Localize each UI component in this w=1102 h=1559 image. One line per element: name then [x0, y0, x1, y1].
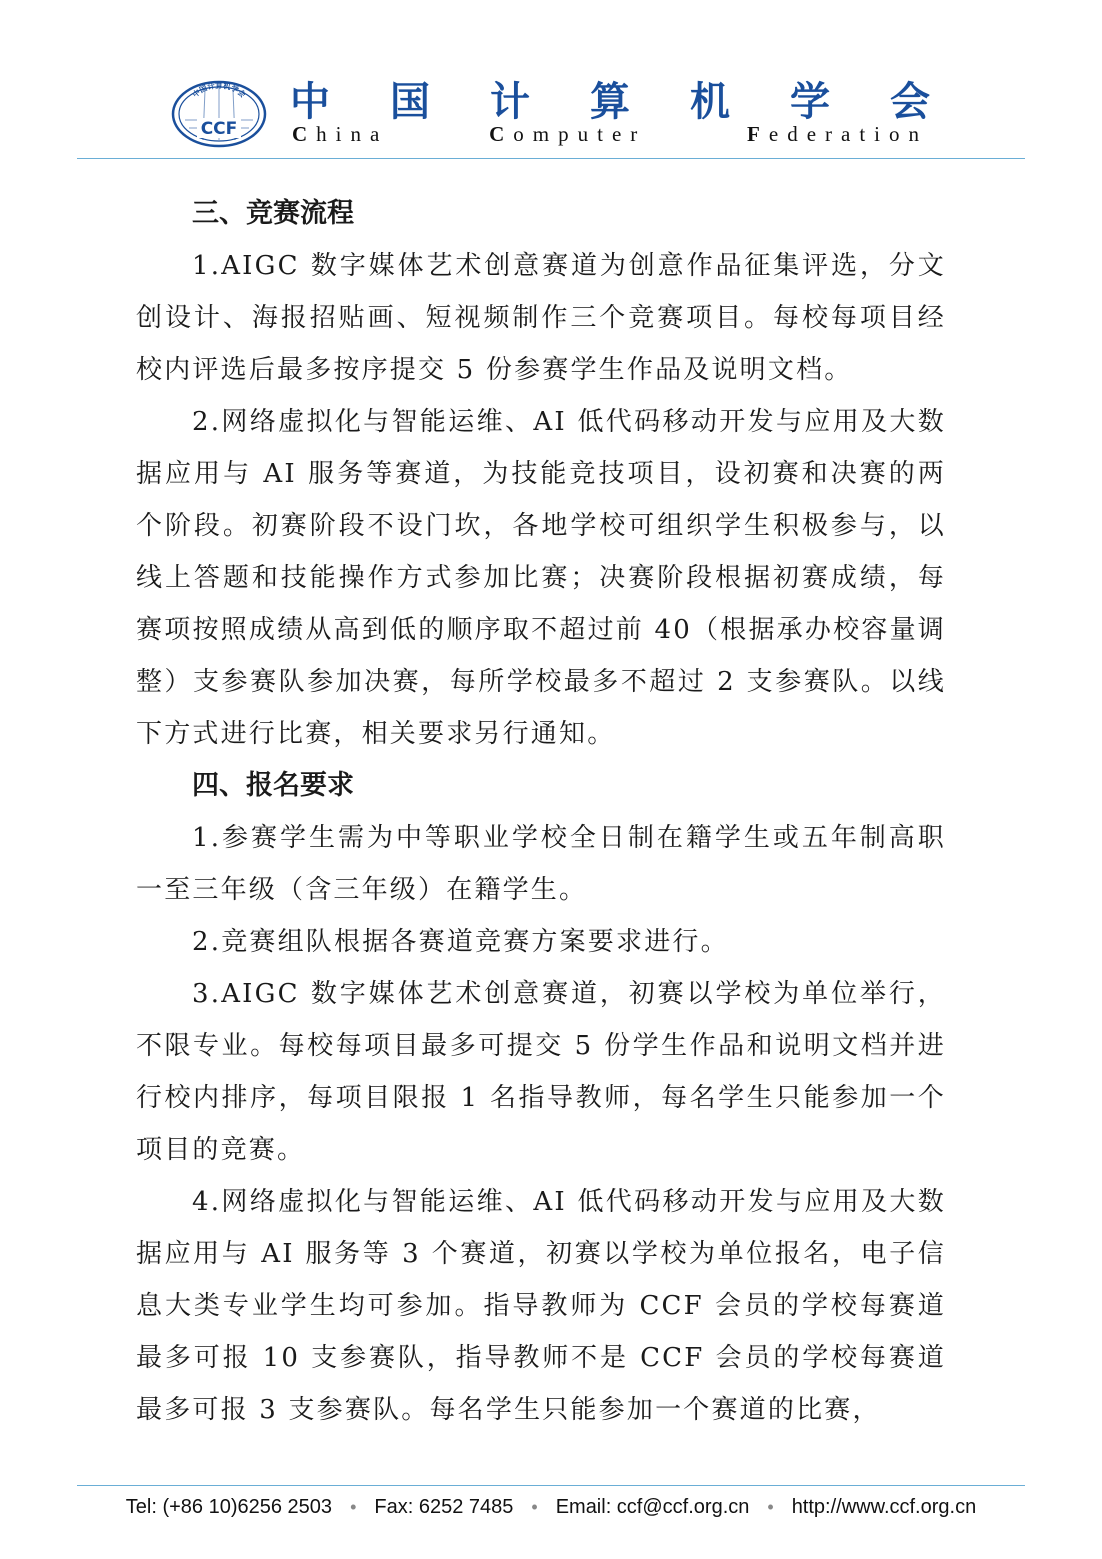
org-name-cn-char: 算 [590, 77, 630, 125]
footer-tel: Tel: (+86 10)6256 2503 [125, 1495, 333, 1518]
org-name-cn-char: 会 [890, 77, 930, 125]
header-divider [77, 158, 1025, 159]
org-name-cn-char: 中 [290, 77, 330, 125]
footer-contact [0, 1492, 1102, 1522]
org-name-cn [290, 70, 930, 126]
footer-separator: • [531, 1496, 538, 1517]
paragraph: 3.AIGC 数字媒体艺术创意赛道，初赛以学校为单位举行，不限专业。每校每项目最多可提交 5 份学生作品和说明文档并进行校内排序，每项目限报 1 名指导教师，每名学生只能参加一个项目的竞赛。 [136, 979, 946, 1165]
paragraph: 1.参赛学生需为中等职业学校全日制在籍学生或五年制高职一至三年级（含三年级）在籍学生。 [136, 823, 946, 905]
ccf-logo [171, 80, 267, 148]
org-name-en [292, 120, 928, 148]
section-heading: 四、报名要求 [192, 770, 354, 801]
org-name-cn-char: 计 [490, 77, 530, 125]
footer-email[interactable]: Email: ccf@ccf.org.cn [555, 1495, 750, 1518]
org-name-en-word: Federation [747, 121, 928, 146]
logo-text-top: 中国计算机学会 [190, 81, 248, 100]
org-name-cn-char: 学 [790, 77, 830, 125]
footer-separator: • [350, 1496, 357, 1517]
paragraph: 2.竞赛组队根据各赛道竞赛方案要求进行。 [192, 927, 729, 957]
section-heading: 三、竞赛流程 [192, 198, 354, 229]
paragraph: 2.网络虚拟化与智能运维、AI 低代码移动开发与应用及大数据应用与 AI 服务等赛道，为技能竞技项目，设初赛和决赛的两个阶段。初赛阶段不设门坎，各地学校可组织学生积极参与，以线上答题和技能操作方式参加比赛；决赛阶段根据初赛成绩，每赛项按照成绩从高到低的顺序取不超过前 40（根据承办校容量调整）支参赛队参加决赛，每所学校最多不超过 2 支参赛队。以线下方式进行比赛，相关要求另行通知。 [136, 407, 946, 749]
org-name-en-word: China [292, 121, 389, 146]
footer-website-link[interactable]: http://www.ccf.org.cn [791, 1495, 977, 1518]
org-name-cn-char: 国 [390, 77, 430, 125]
paragraph: 1.AIGC 数字媒体艺术创意赛道为创意作品征集评选，分文创设计、海报招贴画、短视频制作三个竞赛项目。每校每项目经校内评选后最多按序提交 5 份参赛学生作品及说明文档。 [136, 251, 946, 385]
org-name-en-word: Computer [489, 121, 647, 146]
footer-fax: Fax: 6252 7485 [374, 1495, 514, 1518]
letterhead [0, 0, 1102, 160]
footer-separator: • [767, 1496, 774, 1517]
org-name-cn-char: 机 [690, 77, 730, 125]
logo-text-bottom: CCF [200, 119, 238, 139]
footer-divider [77, 1485, 1025, 1486]
paragraph: 4.网络虚拟化与智能运维、AI 低代码移动开发与应用及大数据应用与 AI 服务等 3 个赛道，初赛以学校为单位报名，电子信息大类专业学生均可参加。指导教师为 CCF 会员的学校每赛道最多可报 10 支参赛队，指导教师不是 CCF 会员的学校每赛道最多可报 3 支参赛队。每名学生只能参加一个赛道的比赛， [136, 1187, 946, 1425]
document-body [136, 188, 946, 1436]
